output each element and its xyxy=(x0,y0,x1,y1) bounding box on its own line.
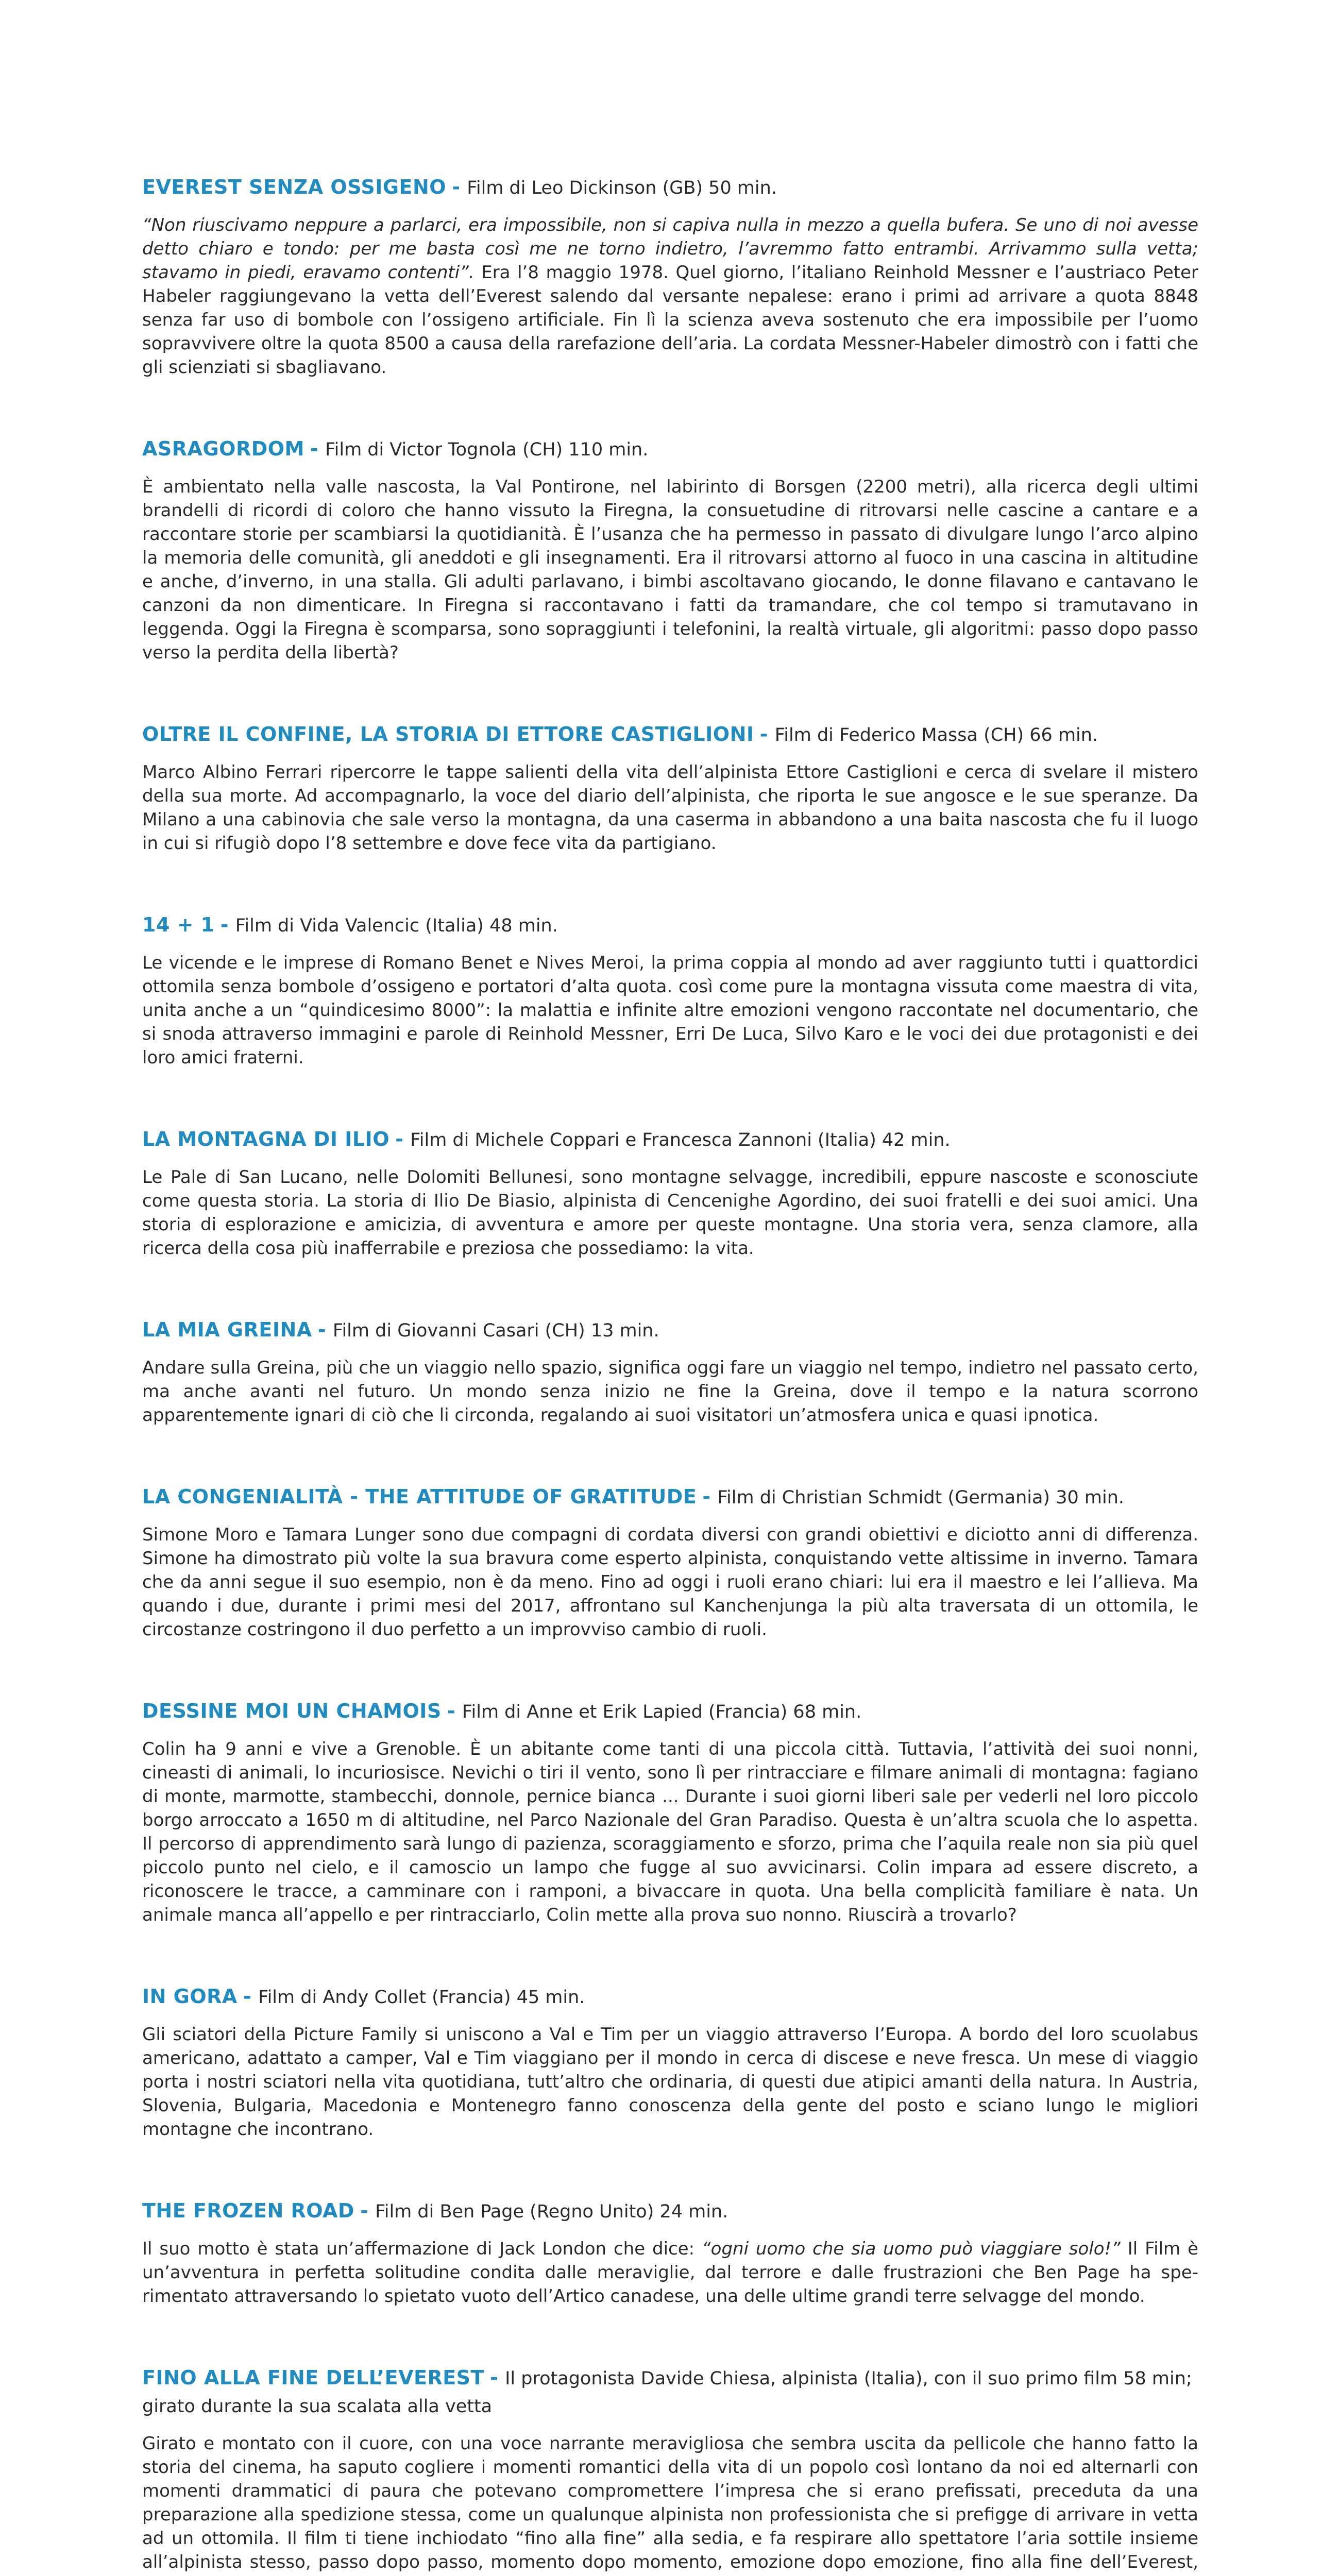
film-title: LA MONTAGNA DI ILIO xyxy=(142,1128,389,1150)
film-title: EVEREST SENZA OSSIGENO xyxy=(142,176,447,198)
film-description xyxy=(142,213,1198,379)
film-entry xyxy=(142,1697,1198,1927)
film-quote: “Non riuscivamo neppure a parlarci, era impossibile, non si capiva nulla in mezzo a quella bufera. Se uno di noi avesse detto chiaro e tondo: per me basta così me ne torno indietro, l’avremmo fatto entrambi. Arrivammo sulla vetta; stavamo in piedi, eravamo contenti”. xyxy=(142,215,1198,283)
film-credit: Film di Vida Valencic (Italia) 48 min. xyxy=(235,916,558,936)
title-separator: - xyxy=(395,1128,411,1150)
film-title: THE FROZEN ROAD xyxy=(142,2199,354,2222)
film-credit: Film di Andy Collet (Francia) 45 min. xyxy=(258,1987,585,2008)
film-header xyxy=(142,2364,1198,2420)
title-separator: - xyxy=(310,437,326,460)
film-description: Simone Moro e Tamara Lunger sono due compagni di cordata diversi con grandi obiettivi e diciotto anni di differenza. Simone ha dimostrato più volte la sua bravura come esperto alpinista, conquistando vette altissime in inverno. Tamara che da anni segue il suo esempio, non è da meno. Fino ad oggi i ruoli erano chiari: lui era il maestro e lei l’allieva. Ma quando i due, durante i primi mesi del 2017, affrontano sul Kanchenjunga la più alta traversata di un ottomila, le circostanze costringono il duo perfetto a un improvviso cambio di ruoli. xyxy=(142,1524,1198,1640)
film-entry xyxy=(142,720,1198,855)
title-separator: - xyxy=(490,2366,505,2389)
film-description: Andare sulla Greina, più che un viaggio nello spazio, significa oggi fare un viaggio nel tempo, indietro nel passato certo, ma anche avanti nel futuro. Un mondo senza inizio ne fine la Greina, dove il tempo e la natura scorrono apparentemente ignari di ciò che li circonda, regalando ai suoi visitatori un’atmosfera unica e quasi ipnotica. xyxy=(142,1358,1198,1426)
film-credit: Film di Federico Massa (CH) 66 min. xyxy=(774,725,1098,745)
film-entry xyxy=(142,911,1198,1070)
film-title: IN GORA xyxy=(142,1985,238,2008)
film-entry xyxy=(142,2197,1198,2308)
film-header xyxy=(142,173,1198,202)
title-separator: - xyxy=(447,1700,462,1722)
film-description-intro: Il suo motto è stata un’affermazione di Jack London che dice: xyxy=(142,2239,702,2259)
film-entry xyxy=(142,1316,1198,1427)
film-title: OLTRE IL CONFINE, LA STORIA DI ETTORE CASTIGLIONI xyxy=(142,723,754,745)
film-description-text: Il Film è un’avventura in perfetta solitudine condita dalle meraviglie, dal terrore e dalle frustrazioni che Ben Page ha sperimentato attraversando lo spietato vuoto dell’Artico canadese, una delle ultime grandi terre selvagge del mondo. xyxy=(142,2239,1198,2307)
film-credit: Film di Michele Coppari e Francesca Zannoni (Italia) 42 min. xyxy=(410,1130,951,1150)
film-header xyxy=(142,1697,1198,1726)
film-title: LA MIA GREINA xyxy=(142,1318,312,1341)
title-separator: - xyxy=(220,913,235,936)
film-credit: Film di Anne et Erik Lapied (Francia) 68 min. xyxy=(462,1702,862,1722)
film-entry xyxy=(142,435,1198,665)
film-title: ASRAGORDOM xyxy=(142,437,304,460)
film-description: Colin ha 9 anni e vive a Grenoble. È un abitante come tanti di una piccola città. Tuttavia, l’attività dei suoi nonni, cineasti di animali, lo incuriosisce. Nevichi o tiri il vento, sono lì per rintracciare e filmare animali di montagna: fagiano di monte, marmotte, stambecchi, donnole, pernice bianca ... Durante i suoi giorni liberi sale per vederli nel loro piccolo borgo arroccato a 1650 m di altitudine, nel Parco Nazionale del Gran Paradiso. Questa è un’altra scuola che lo aspetta. Il percorso di apprendimento sarà lungo di pazienza, scoraggiamento e sforzo, prima che l’aquila reale non sia più quel piccolo punto nel cielo, e il camoscio un lampo che fugge al suo avvicinarsi. Colin impara ad essere discreto, a riconoscere le tracce, a camminare con i ramponi, a bivaccare in quota. Una bella complicità familiare è nata. Un animale manca all’appello e per rintracciarlo, Colin mette alla prova suo nonno. Riuscirà a trovarlo? xyxy=(142,1739,1198,1925)
film-entry xyxy=(142,173,1198,379)
film-description: Le Pale di San Lucano, nelle Dolomiti Bellunesi, sono montagne selvagge, incredibili, eppure nascoste e sconosciute come questa storia. La storia di Ilio De Biasio, alpinista di Cencenighe Agordino, dei suoi fratelli e dei suoi amici. Una storia di esplorazione e amicizia, di avventura e amore per queste montagne. Una storia vera, senza clamore, alla ricerca della cosa più inafferrabile e preziosa che possediamo: la vita. xyxy=(142,1167,1198,1259)
film-header xyxy=(142,1125,1198,1154)
film-header xyxy=(142,720,1198,749)
title-separator: - xyxy=(360,2199,376,2222)
film-credit: Film di Leo Dickinson (GB) 50 min. xyxy=(467,178,777,198)
film-entry xyxy=(142,2364,1198,2576)
film-credit: Film di Christian Schmidt (Germania) 30 min. xyxy=(717,1487,1125,1508)
film-title: LA CONGENIALITÀ - THE ATTITUDE OF GRATITUDE xyxy=(142,1485,697,1508)
film-header xyxy=(142,911,1198,940)
film-header xyxy=(142,435,1198,464)
film-title: FINO ALLA FINE DELL’EVEREST xyxy=(142,2366,484,2389)
title-separator: - xyxy=(759,723,775,745)
film-credit: Film di Ben Page (Regno Unito) 24 min. xyxy=(375,2201,728,2222)
film-description-text: Era l’8 maggio 1978. Quel giorno, l’italiano Reinhold Messner e l’austriaco Peter Habeler raggiungevano la vetta dell’Everest salendo dal versante nepalese: erano i primi ad arrivare a quota 8848 senza far uso di bombole con l’ossigeno artificiale. Fin lì la scienza aveva sostenuto che era impossibile per l’uomo sopravvivere oltre la quota 8500 a causa della rarefazione dell’aria. La cordata Messner-Habeler dimostrò con i fatti che gli scienziati si sbagliavano. xyxy=(142,262,1198,378)
film-description xyxy=(142,2237,1198,2308)
film-credit: Il protagonista Davide Chiesa, alpinista (Italia), con il suo primo film 58 min; girato durante la sua scalata alla vetta xyxy=(142,2368,1192,2417)
film-entry xyxy=(142,1483,1198,1641)
film-description: Gli sciatori della Picture Family si uniscono a Val e Tim per un viaggio attraverso l’Europa. A bordo del loro scuolabus americano, adattato a camper, Val e Tim viaggiano per il mondo in cerca di discese e neve fresca. Un mese di viaggio porta i nostri sciatori nella vita quotidiana, tutt’altro che ordinaria, di questi due atipici amanti della natura. In Austria, Slovenia, Bulgaria, Macedonia e Montenegro fanno conoscenza della gente del posto e sciano lungo le migliori montagne che incontrano. xyxy=(142,2024,1198,2140)
film-credit: Film di Victor Tognola (CH) 110 min. xyxy=(325,439,649,460)
film-title: 14 + 1 xyxy=(142,913,215,936)
film-header xyxy=(142,2197,1198,2226)
film-header xyxy=(142,1982,1198,2011)
film-header xyxy=(142,1483,1198,1512)
film-quote: “ogni uomo che sia uomo può viaggiare solo!” xyxy=(702,2239,1121,2259)
film-credit: Film di Giovanni Casari (CH) 13 min. xyxy=(332,1320,659,1341)
film-title: DESSINE MOI UN CHAMOIS xyxy=(142,1700,442,1722)
film-description: Girato e montato con il cuore, con una voce narrante meravigliosa che sembra uscita da pellicole che hanno fatto la storia del cinema, ha saputo cogliere i momenti romantici della vita di un popolo così lontano da noi ed alternarli con momenti drammatici di paura che potevano compromettere l’impresa che si erano prefissati, preceduta da una preparazione alla spedizione stessa, come un qualunque alpinista non professionista che si prefigge di arrivare in vetta ad un ottomila. Il film ti tiene inchiodato “fino alla fine” alla sedia, e fa respirare allo spettatore l’aria sottile insieme all’alpinista stesso, passo dopo passo, momento dopo momento, emozione dopo emozione, fino alla fine dell’Everest, xyxy=(142,2433,1198,2572)
title-separator: - xyxy=(702,1485,718,1508)
title-separator: - xyxy=(317,1318,333,1341)
film-entry xyxy=(142,1982,1198,2141)
film-description: È ambientato nella valle nascosta, la Val Pontirone, nel labirinto di Borsgen (2200 metri), alla ricerca degli ultimi brandelli di ricordi di coloro che hanno vissuto la Firegna, la consuetudine di ritrovarsi nelle cascine a cantare e a raccontare storie per scambiarsi la quotidianità. È l’usanza che ha permesso in passato di divulgare lungo l’arco alpino la memoria delle comunità, gli aneddoti e gli insegnamenti. Era il ritrovarsi attorno al fuoco in una cascina in altitudine e anche, d’inverno, in una stalla. Gli adulti parlavano, i bimbi ascoltavano giocando, le donne filavano e cantavano le canzoni da non dimenticare. In Firegna si raccontavano i fatti da tramandare, che col tempo si tramutavano in leggenda. Oggi la Firegna è scomparsa, sono sopraggiunti i telefonini, la realtà virtuale, gli algoritmi: passo dopo passo verso la perdita della libertà? xyxy=(142,477,1198,663)
film-description: Le vicende e le imprese di Romano Benet e Nives Meroi, la prima coppia al mondo ad aver raggiunto tutti i quattordici ottomila senza bombole d’ossigeno e portatori d’alta quota. così come pure la montagna vissuta come maestra di vita, unita anche a un “quindicesimo 8000”: la malattia e infinite altre emozioni vengono raccontate nel documentario, che si snoda attraverso immagini e parole di Reinhold Messner, Erri De Luca, Silvo Karo e le voci dei due protagonisti e dei loro amici fraterni. xyxy=(142,953,1198,1068)
film-header xyxy=(142,1316,1198,1345)
title-separator: - xyxy=(452,176,467,198)
film-description: Marco Albino Ferrari ripercorre le tappe salienti della vita dell’alpinista Ettore Castiglioni e cerca di svelare il mistero della sua morte. Ad accompagnarlo, la voce del diario dell’alpinista, che riporta le sue angosce e le sue speranze. Da Milano a una cabinovia che sale verso la montagna, da una caserma in abbandono a una baita nascosta che fu il luogo in cui si rifugiò dopo l’8 settembre e dove fece vita da partigiano. xyxy=(142,762,1198,854)
film-entry xyxy=(142,1125,1198,1260)
film-list xyxy=(142,173,1198,2576)
title-separator: - xyxy=(243,1985,258,2008)
